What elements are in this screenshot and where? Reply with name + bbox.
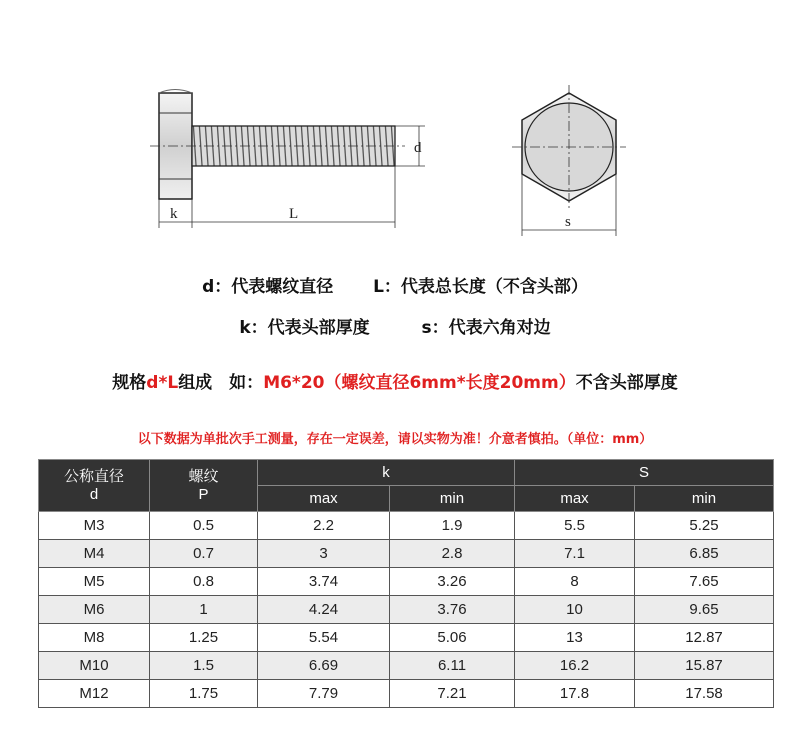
header-s-min: min	[635, 486, 774, 512]
cell-d: M5	[39, 568, 150, 596]
table-row	[39, 680, 774, 708]
measurement-notice: 以下数据为单批次手工测量，存在一定误差，请以实物为准！介意者慎拍。（单位：mm）	[137, 432, 653, 447]
table-row	[39, 540, 774, 568]
bolt-side-view	[150, 90, 425, 229]
table-row	[39, 596, 774, 624]
table-row	[39, 568, 774, 596]
header-s: S	[515, 460, 774, 486]
header-k-max: max	[258, 486, 390, 512]
header-s-max: max	[515, 486, 635, 512]
cell-d: M3	[39, 512, 150, 540]
cell-k-max: 7.79	[258, 680, 390, 708]
label-d: d	[414, 140, 422, 156]
cell-p: 1.75	[150, 680, 258, 708]
header-p-line2: P	[198, 485, 209, 503]
cell-k-min: 1.9	[390, 512, 515, 540]
header-d-line2: d	[89, 485, 99, 503]
header-p-line1: 螺纹	[188, 467, 219, 485]
cell-p: 0.7	[150, 540, 258, 568]
header-k: k	[258, 460, 515, 486]
bolt-spec-table	[38, 459, 774, 708]
header-d-line1: 公称直径	[63, 467, 124, 485]
spec-suffix: 不含头部厚度	[575, 373, 678, 393]
cell-k-max: 4.24	[258, 596, 390, 624]
cell-d: M12	[39, 680, 150, 708]
cell-s-max: 7.1	[515, 540, 635, 568]
cell-k-min: 2.8	[390, 540, 515, 568]
cell-d: M8	[39, 624, 150, 652]
cell-k-max: 6.69	[258, 652, 390, 680]
cell-p: 1	[150, 596, 258, 624]
label-k: k	[170, 206, 178, 222]
table-row	[39, 624, 774, 652]
cell-k-max: 2.2	[258, 512, 390, 540]
cell-d: M10	[39, 652, 150, 680]
cell-s-min: 15.87	[635, 652, 774, 680]
cell-s-min: 9.65	[635, 596, 774, 624]
legend-line-2	[0, 313, 790, 338]
cell-s-min: 7.65	[635, 568, 774, 596]
cell-k-min: 3.26	[390, 568, 515, 596]
header-thread-pitch	[150, 460, 258, 512]
cell-k-max: 5.54	[258, 624, 390, 652]
cell-d: M6	[39, 596, 150, 624]
cell-s-min: 6.85	[635, 540, 774, 568]
legend-line-1	[0, 272, 790, 297]
cell-k-max: 3	[258, 540, 390, 568]
spec-example: M6*20（螺纹直径6mm*长度20mm）	[263, 373, 576, 393]
cell-s-max: 17.8	[515, 680, 635, 708]
cell-k-min: 3.76	[390, 596, 515, 624]
cell-d: M4	[39, 540, 150, 568]
cell-s-max: 13	[515, 624, 635, 652]
cell-s-min: 12.87	[635, 624, 774, 652]
legend-d: d：代表螺纹直径	[202, 277, 334, 297]
cell-p: 1.5	[150, 652, 258, 680]
label-s: s	[565, 214, 571, 230]
cell-k-max: 3.74	[258, 568, 390, 596]
cell-k-min: 5.06	[390, 624, 515, 652]
table-row	[39, 652, 774, 680]
legend-L: L：代表总长度（不含头部）	[373, 277, 588, 297]
cell-s-max: 5.5	[515, 512, 635, 540]
header-nominal-diameter	[39, 460, 150, 512]
cell-s-max: 8	[515, 568, 635, 596]
cell-s-max: 10	[515, 596, 635, 624]
spec-format-line	[0, 368, 790, 393]
spec-formula: d*L	[146, 373, 179, 393]
cell-k-min: 7.21	[390, 680, 515, 708]
legend-k: k：代表头部厚度	[239, 318, 370, 338]
cell-p: 0.8	[150, 568, 258, 596]
cell-s-min: 17.58	[635, 680, 774, 708]
bolt-front-view	[512, 85, 626, 236]
header-k-min: min	[390, 486, 515, 512]
table-row	[39, 512, 774, 540]
spec-prefix: 规格	[112, 373, 147, 393]
cell-s-min: 5.25	[635, 512, 774, 540]
cell-k-min: 6.11	[390, 652, 515, 680]
cell-p: 1.25	[150, 624, 258, 652]
cell-s-max: 16.2	[515, 652, 635, 680]
label-L: L	[289, 206, 299, 222]
hex-bolt-drawing	[0, 0, 790, 250]
legend-s: s：代表六角对边	[421, 318, 551, 338]
cell-p: 0.5	[150, 512, 258, 540]
spec-middle: 组成 如：	[178, 373, 264, 393]
